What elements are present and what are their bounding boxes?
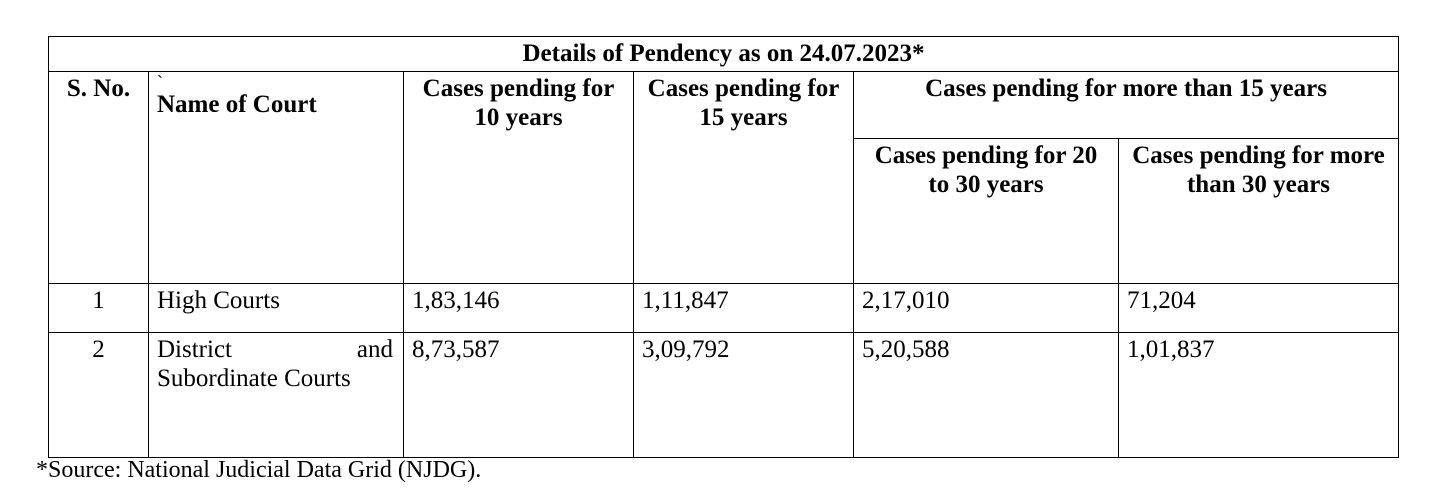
- header-court-name-label: Name of Court: [157, 90, 317, 118]
- row-pending-10: 8,73,587: [404, 332, 634, 457]
- row-pending-more-30: 71,204: [1119, 283, 1399, 332]
- header-sno: S. No.: [49, 71, 149, 283]
- header-pending-20-to-30-years: Cases pending for 20 to 30 years: [854, 138, 1119, 283]
- row-court-name: High Courts: [149, 283, 404, 332]
- row-pending-10: 1,83,146: [404, 283, 634, 332]
- header-pending-more-than-30-years: Cases pending for more than 30 years: [1119, 138, 1399, 283]
- header-pending-10-years: Cases pending for 10 years: [404, 71, 634, 283]
- header-court-name: [149, 71, 404, 283]
- pendency-table: [48, 36, 1399, 458]
- row-pending-15: 3,09,792: [634, 332, 854, 457]
- tick-mark: `: [157, 71, 163, 92]
- row-sno: 2: [49, 332, 149, 457]
- row-pending-15: 1,11,847: [634, 283, 854, 332]
- row-sno: 1: [49, 283, 149, 332]
- table-row: [49, 283, 1399, 332]
- source-note: *Source: National Judicial Data Grid (NJDG).: [36, 457, 482, 483]
- row-pending-20-30: 2,17,010: [854, 283, 1119, 332]
- header-pending-15-years: Cases pending for 15 years: [634, 71, 854, 283]
- table-title-row: [49, 37, 1399, 72]
- table-row: [49, 332, 1399, 457]
- row-court-name: District and Subordinate Courts: [149, 332, 404, 457]
- row-pending-more-30: 1,01,837: [1119, 332, 1399, 457]
- table-title: Details of Pendency as on 24.07.2023*: [49, 37, 1399, 72]
- pendency-table-container: [48, 36, 1398, 458]
- row-pending-20-30: 5,20,588: [854, 332, 1119, 457]
- header-pending-more-than-15-years: Cases pending for more than 15 years: [854, 71, 1399, 138]
- table-header-row-primary: [49, 71, 1399, 138]
